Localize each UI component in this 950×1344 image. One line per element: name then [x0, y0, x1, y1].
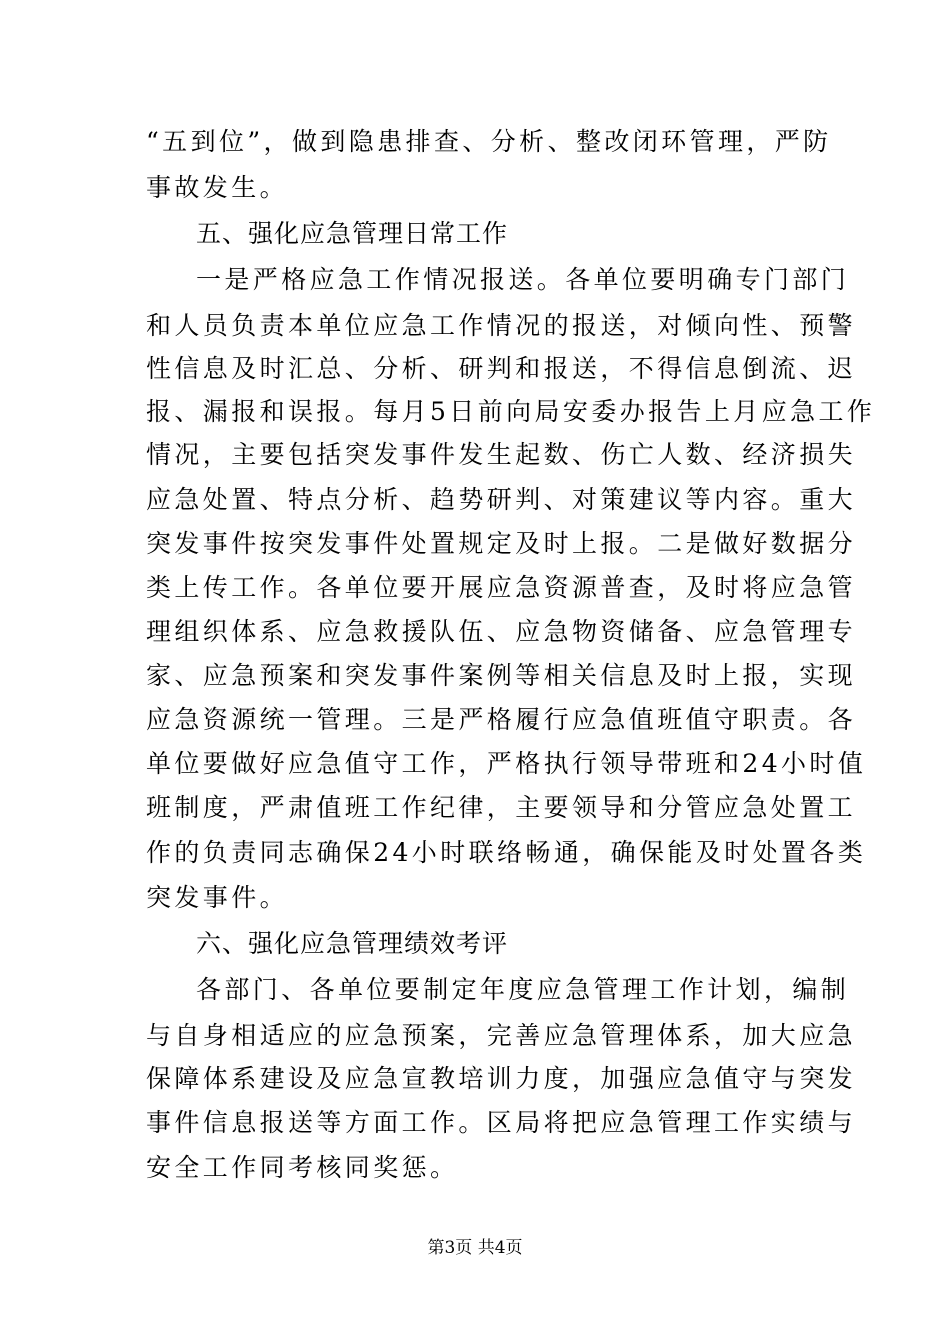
- text-line: 事故发生。: [146, 173, 289, 202]
- text-line: 应急资源统一管理。三是严格履行应急值班值守职责。各: [146, 705, 857, 734]
- page-footer: 第3页 共4页: [427, 1238, 523, 1258]
- text-line: 保障体系建设及应急宣教培训力度，加强应急值守与突发: [146, 1064, 857, 1093]
- text-line: 与自身相适应的应急预案，完善应急管理体系，加大应急: [146, 1021, 857, 1050]
- text-line: 性信息及时汇总、分析、研判和报送，不得信息倒流、迟: [146, 354, 857, 383]
- text-line: 理组织体系、应急救援队伍、应急物资储备、应急管理专: [146, 617, 857, 646]
- text-line: 家、应急预案和突发事件案例等相关信息及时上报，实现: [146, 661, 857, 690]
- text-line: 类上传工作。各单位要开展应急资源普查，及时将应急管: [146, 573, 857, 602]
- section-heading: 五、强化应急管理日常工作: [196, 219, 509, 248]
- text-line: 安全工作同考核同奖惩。: [146, 1153, 459, 1182]
- text-line: 单位要做好应急值守工作，严格执行领导带班和24小时值: [146, 749, 867, 778]
- text-line: 情况，主要包括突发事件发生起数、伤亡人数、经济损失: [146, 440, 857, 469]
- text-line: 突发事件按突发事件处置规定及时上报。二是做好数据分: [146, 529, 857, 558]
- text-line: 报、漏报和误报。每月5日前向局安委办报告上月应急工作: [146, 397, 876, 426]
- text-line: 一是严格应急工作情况报送。各单位要明确专门部门: [196, 265, 850, 294]
- text-line: 作的负责同志确保24小时联络畅通，确保能及时处置各类: [146, 838, 867, 867]
- section-heading: 六、强化应急管理绩效考评: [196, 929, 509, 958]
- text-line: 班制度，严肃值班工作纪律，主要领导和分管应急处置工: [146, 793, 857, 822]
- text-line: 和人员负责本单位应急工作情况的报送，对倾向性、预警: [146, 311, 857, 340]
- text-line: 各部门、各单位要制定年度应急管理工作计划，编制: [196, 975, 850, 1004]
- text-line: 突发事件。: [146, 883, 289, 912]
- text-line: “五到位”，做到隐患排查、分析、整改闭环管理，严防: [146, 127, 832, 156]
- text-line: 应急处置、特点分析、趋势研判、对策建议等内容。重大: [146, 485, 857, 514]
- text-line: 事件信息报送等方面工作。区局将把应急管理工作实绩与: [146, 1108, 857, 1137]
